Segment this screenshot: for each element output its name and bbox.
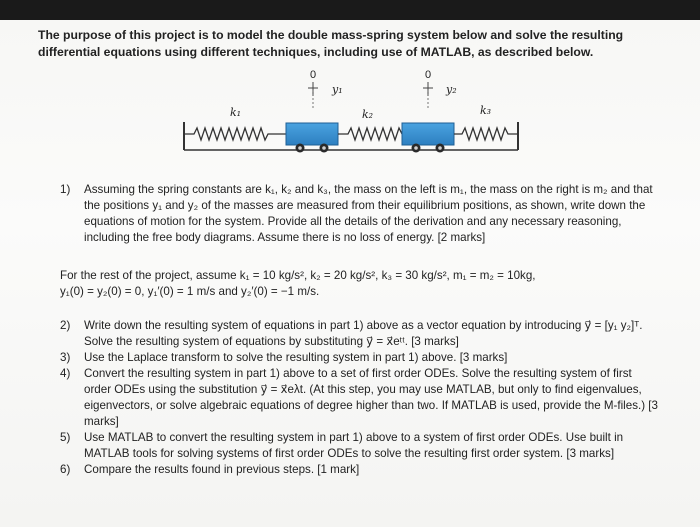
- question-3: [60, 350, 660, 366]
- question-5: [60, 430, 660, 462]
- assumptions-line-1: For the rest of the project, assume k₁ = 10 kg/s², k₂ = 20 kg/s², k₃ = 30 kg/s², m₁ = m₂ = 10kg,: [60, 269, 536, 282]
- question-2: [60, 318, 660, 350]
- question-4: [60, 366, 660, 430]
- y1-label: y₁: [332, 83, 343, 96]
- question-5-text: Use MATLAB to convert the resulting system in part 1) above to a system of first order ODEs. Use built in MATLAB tools for solving systems of first order ODEs to solve the resulting first order system. [3 marks]: [84, 431, 624, 460]
- mass-m2: [402, 123, 454, 153]
- intro-paragraph: The purpose of this project is to model the double mass-spring system below and solve the resulting differential equations using different techniques, including use of MATLAB, as described below.: [38, 28, 624, 59]
- question-1: [60, 182, 660, 246]
- question-5-number: 5): [60, 431, 71, 444]
- question-4-text: Convert the resulting system in part 1) above to a set of first order ODEs. Solve the resulting system of first order ODEs using the substitution y⃗ = x⃗eλt. (At this step, you may use MATLAB, but only to find eigenvalues, eigenvectors, or solve algebraic equations of degree higher than two. If MATLAB is used, provide the M-files.) [3 marks]: [84, 367, 658, 428]
- k2-label: k₂: [362, 108, 374, 121]
- k3-label: k₃: [480, 104, 492, 117]
- origin-marker-1: [308, 69, 343, 108]
- origin-label-1: 0: [310, 69, 317, 81]
- question-2-number: 2): [60, 319, 71, 332]
- question-1-number: 1): [60, 183, 71, 196]
- y2-label: y₂: [446, 83, 457, 96]
- spring-k1: [184, 128, 288, 140]
- question-3-number: 3): [60, 351, 71, 364]
- spring-k3: [454, 128, 518, 140]
- mass-m1: [286, 123, 338, 153]
- question-1-text: Assuming the spring constants are k₁, k₂ and k₃, the mass on the left is m₁, the mass on the right is m₂ and that the positions y₁ and y₂ of the masses are measured from their equilibrium positions, as shown, write down the equations of motion for the system. Provide all the details of the derivation and any necessary reasoning, including the free body diagrams. Assume there is no loss of energy. [2 marks]: [84, 183, 653, 244]
- assumptions-line-2: y₁(0) = y₂(0) = 0, y₁′(0) = 1 m/s and y₂′(0) = −1 m/s.: [60, 285, 320, 298]
- assumptions-block: [60, 268, 670, 300]
- origin-marker-2: [423, 69, 457, 108]
- question-4-number: 4): [60, 367, 71, 380]
- spring-k2: [338, 128, 404, 140]
- question-6: [60, 462, 660, 478]
- question-6-text: Compare the results found in previous steps. [1 mark]: [84, 463, 360, 476]
- top-dark-band: [0, 0, 700, 20]
- mass-spring-diagram: [178, 68, 528, 172]
- question-2-text: Write down the resulting system of equations in part 1) above as a vector equation by introducing y⃗ = [y₁ y₂]ᵀ. Solve the resulting system of equations by substituting y⃗ = x⃗eᵗᵗ. [3 marks]: [84, 319, 643, 348]
- origin-label-2: 0: [425, 69, 432, 81]
- k1-label: k₁: [230, 106, 242, 119]
- question-6-number: 6): [60, 463, 71, 476]
- question-3-text: Use the Laplace transform to solve the resulting system in part 1) above. [3 marks]: [84, 351, 508, 364]
